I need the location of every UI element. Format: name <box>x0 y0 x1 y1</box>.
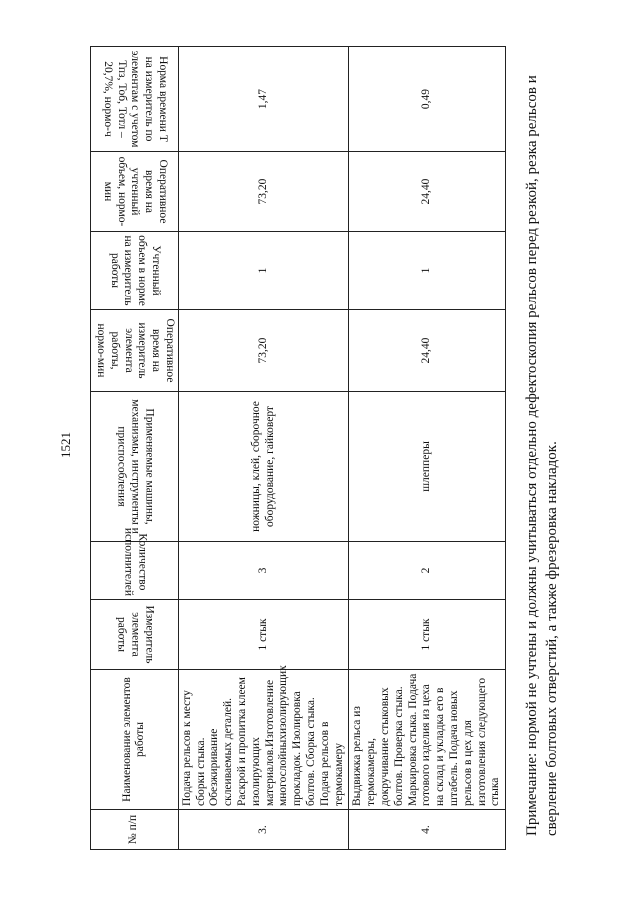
header-volume-text: Учтенный объем в норме на измеритель работы <box>108 235 162 306</box>
cell-volume: 1 <box>178 232 349 310</box>
note-text: Примечание: нормой не учтены и должны учитываться отдельно дефектоскопия рельсов перед резкой, резка рельсов и сверление болтовых отверстий, а также фрезеровка накладок. <box>524 75 561 836</box>
cell-name: Выдвижка рельса из термокамеры, докручивание стыковых болтов. Проверка стыка. Маркировка стыка. Подача готового изделия из цеха на склад и укладка его в штабель. Подача новых рельсов в цех для изготовления следующего стыка <box>349 670 506 810</box>
header-unit <box>91 600 179 670</box>
norms-table <box>90 46 506 850</box>
header-norm-text: Норма времени Т на измеритель по элементам с учетом Тпз, Тоб, Тотл – 20,7%, нормо-ч <box>101 50 169 148</box>
table-header-row <box>91 47 179 850</box>
cell-name: Подача рельсов к месту сборки стыка. Обезжиривание склеиваемых деталей. Раскрой и пропитка клеем изолирующих материалов.Изготовление многослойныхизолирующих прокладок. Изолировка болтов. Сборка стыка. Подача рельсов в термокамеру <box>178 670 349 810</box>
cell-workers: 2 <box>349 542 506 600</box>
header-workers-text: Количество исполнителей <box>122 527 149 596</box>
table-row <box>178 47 349 850</box>
cell-num: 3. <box>178 810 349 850</box>
header-num: № п/п <box>91 810 179 850</box>
cell-op-time-total: 24,40 <box>349 152 506 232</box>
header-volume <box>91 232 179 310</box>
cell-norm: 0,49 <box>349 47 506 152</box>
cell-op-time: 24,40 <box>349 310 506 392</box>
header-unit-text: Измеритель элемента работы <box>115 605 156 664</box>
header-op-time-total-text: Оперативное время на учтенный объем, нормо-мин <box>101 156 169 227</box>
header-op-time-text: Оперативное время на измеритель элемента работы, нормо-мин <box>94 318 176 383</box>
header-op-time-total <box>91 152 179 232</box>
rotated-page-content <box>40 45 610 850</box>
cell-op-time-total: 73,20 <box>178 152 349 232</box>
cell-tools: ножницы, клей, сборочное оборудование, гайковерт <box>178 392 349 542</box>
cell-norm: 1,47 <box>178 47 349 152</box>
header-norm <box>91 47 179 152</box>
cell-volume: 1 <box>349 232 506 310</box>
header-name: Наименование элементов работы <box>91 670 179 810</box>
header-op-time <box>91 310 179 392</box>
cell-op-time: 73,20 <box>178 310 349 392</box>
header-tools <box>91 392 179 542</box>
cell-unit: 1 стык <box>349 600 506 670</box>
header-workers <box>91 527 179 600</box>
table-row <box>349 47 506 850</box>
cell-tools: шлепперы <box>349 392 506 542</box>
header-tools-text: Применяемые машины, механизмы, инструменты и приспособления <box>115 399 156 534</box>
page-number: 1521 <box>58 432 73 458</box>
cell-num: 4. <box>349 810 506 850</box>
cell-unit: 1 стык <box>178 600 349 670</box>
cell-workers: 3 <box>178 542 349 600</box>
